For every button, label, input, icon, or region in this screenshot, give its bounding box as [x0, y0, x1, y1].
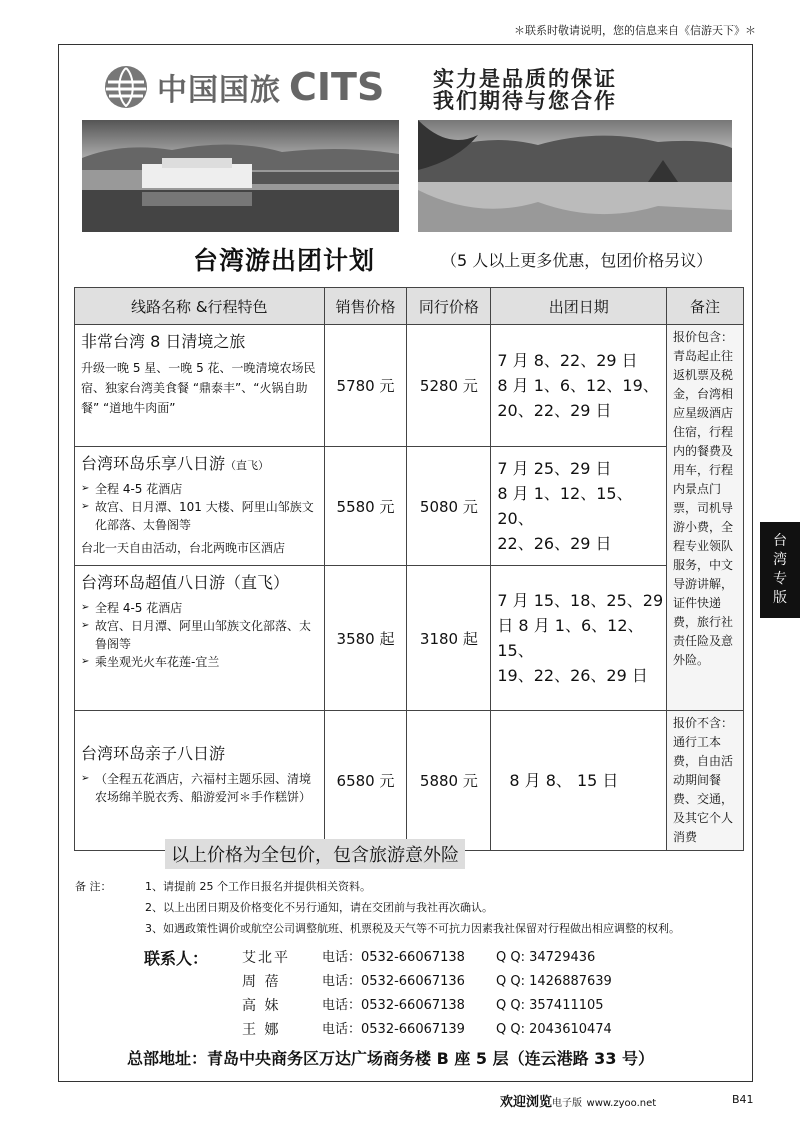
peer-price: 5080 元	[407, 447, 491, 566]
tab-char: 湾	[773, 552, 787, 568]
top-note: ＊联系时敬请说明，您的信息来自《信游天下》＊	[514, 24, 756, 37]
contact-row	[242, 994, 612, 1018]
date-line: 22、26、29 日	[497, 534, 612, 553]
notes-label: 备 注：	[75, 880, 112, 893]
contacts-label: 联系人：	[144, 949, 209, 968]
date-line: 8 月 8、 15 日	[509, 771, 619, 790]
contact-qq: Q Q: 2043610474	[496, 1022, 612, 1037]
route-cell	[75, 711, 325, 851]
route-desc: 升级一晚 5 星、一晚 5 花、一晚清境农场民宿、独家台湾美食餐 “鼎泰丰”、“火锅自助餐” “道地牛肉面”	[81, 361, 316, 415]
logo-english: CITS	[289, 65, 385, 109]
feature-text: （全程五花酒店，六福村主题乐园、清境农场绵羊脱衣秀、船游爱河＊手作糕饼）	[95, 772, 312, 804]
route-name	[81, 451, 318, 474]
lake-photo	[418, 120, 732, 232]
taiwan-special-tab	[760, 522, 800, 618]
note-text: 1、请提前 25 个工作日报名并提供相关资料。	[145, 880, 371, 893]
footer-welcome	[500, 1091, 656, 1110]
contact-name: 周 蓓	[242, 974, 281, 990]
contact-name: 高 妹	[242, 998, 281, 1014]
note-text: 3、如遇政策性调价或航空公司调整航班、机票税及天气等不可抗力因素我社保留对行程做出相应调整的权利。	[145, 922, 680, 935]
date-line: 7 月 8、22、29 日	[497, 351, 638, 370]
contact-name: 艾北平	[242, 950, 290, 966]
table-header-row	[75, 288, 744, 325]
sale-price: 5580 元	[324, 447, 407, 566]
main-title: 台湾游出团计划	[193, 246, 376, 275]
route-cell	[75, 447, 325, 566]
header-sale-price: 销售价格	[324, 288, 407, 325]
route-extra: 台北一天自由活动，台北两晚市区酒店	[81, 541, 286, 555]
price-note: 以上价格为全包价，包含旅游意外险	[165, 839, 465, 869]
departure-dates	[491, 325, 667, 447]
feature-text: 全程 4-5 花酒店	[95, 482, 183, 496]
route-feature	[81, 599, 318, 617]
route-cell	[75, 566, 325, 711]
arrow-icon: ➢	[81, 773, 90, 784]
route-name-text: 台湾环岛乐享八日游	[81, 454, 226, 473]
tab-char: 专	[773, 571, 787, 587]
date-line: 8 月 1、6、12、19、	[497, 376, 659, 395]
globe-icon	[103, 64, 149, 110]
date-line: 日 8 月 1、6、12、15、	[497, 616, 644, 660]
contact-phone: 电话：0532-66067138	[322, 950, 465, 965]
date-line: 19、22、26、29 日	[497, 666, 648, 685]
note-item	[75, 897, 680, 918]
route-name: 台湾环岛超值八日游（直飞）	[81, 573, 290, 592]
feature-text: 乘坐观光火车花莲-宜兰	[95, 655, 220, 669]
route-cell	[75, 325, 325, 447]
contact-phone: 电话：0532-66067136	[322, 974, 465, 989]
contact-row	[242, 1018, 612, 1042]
contact-row	[242, 970, 612, 994]
feature-text: 故宫、日月潭、101 大楼、阿里山邹族文化部落、太鲁阁等	[95, 500, 314, 532]
route-feature	[81, 770, 318, 806]
date-line: 20、22、29 日	[497, 401, 612, 420]
ebook-text: 电子版	[552, 1098, 583, 1109]
note-item	[75, 918, 680, 939]
contacts-list	[242, 946, 612, 1042]
remark-include: 报价包含：青岛起止往返机票及税金，台湾相应星级酒店住宿，行程内的餐费及用车，行程内景点门票，司机导游小费，全程专业领队服务，中文导游讲解，证件快递费，旅行社责任险及意外险。	[667, 325, 744, 711]
note-item	[75, 876, 680, 897]
harbor-photo	[82, 120, 399, 232]
feature-text: 故宫、日月潭、阿里山邹族文化部落、太鲁阁等	[95, 619, 312, 651]
table-row	[75, 447, 744, 566]
arrow-icon: ➢	[81, 501, 90, 512]
site-link[interactable]: www.zyoo.net	[586, 1098, 657, 1109]
header-remark: 备注	[667, 288, 744, 325]
route-name: 非常台湾 8 日清境之旅	[81, 332, 246, 351]
hq-address: 总部地址：青岛中央商务区万达广场商务楼 B 座 5 层（连云港路 33 号）	[127, 1049, 655, 1068]
arrow-icon: ➢	[81, 656, 90, 667]
date-line: 7 月 25、29 日	[497, 459, 612, 478]
header-route: 线路名称 &行程特色	[75, 288, 325, 325]
arrow-icon: ➢	[81, 602, 90, 613]
welcome-text: 欢迎浏览	[500, 1095, 553, 1110]
peer-price: 5880 元	[407, 711, 491, 851]
header-departure-dates: 出团日期	[491, 288, 667, 325]
remark-exclude: 报价不含：通行工本费，自由活动期间餐费、交通，及其它个人消费	[667, 711, 744, 851]
contact-qq: Q Q: 34729436	[496, 950, 596, 965]
route-feature	[81, 653, 318, 671]
departure-dates	[491, 711, 667, 851]
contact-phone: 电话：0532-66067138	[322, 998, 465, 1013]
slogan-line-2: 我们期待与您合作	[433, 88, 617, 113]
departure-dates	[491, 447, 667, 566]
sale-price: 3580 起	[324, 566, 407, 711]
note-text: 2、以上出团日期及价格变化不另行通知，请在交团前与我社再次确认。	[145, 901, 493, 914]
date-line: 8 月 1、12、15、20、	[497, 484, 633, 528]
table-row	[75, 325, 744, 447]
contact-qq: Q Q: 1426887639	[496, 974, 612, 989]
departure-dates	[491, 566, 667, 711]
page-number: B41	[732, 1093, 754, 1106]
date-line: 7 月 15、18、25、29	[497, 591, 664, 610]
tab-char: 台	[773, 533, 787, 549]
route-feature	[81, 617, 318, 653]
contact-phone: 电话：0532-66067139	[322, 1022, 465, 1037]
peer-price: 5280 元	[407, 325, 491, 447]
contact-name: 王 娜	[242, 1022, 281, 1038]
contact-qq: Q Q: 357411105	[496, 998, 604, 1013]
slogan	[433, 68, 617, 112]
logo-chinese: 中国国旅	[157, 73, 281, 108]
route-feature	[81, 480, 318, 498]
arrow-icon: ➢	[81, 483, 90, 494]
peer-price: 3180 起	[407, 566, 491, 711]
table-row	[75, 711, 744, 851]
sale-price: 6580 元	[324, 711, 407, 851]
feature-text: 全程 4-5 花酒店	[95, 601, 183, 615]
table-row	[75, 566, 744, 711]
route-feature	[81, 498, 318, 534]
contact-row	[242, 946, 612, 970]
sale-price: 5780 元	[324, 325, 407, 447]
sub-title: （5 人以上更多优惠，包团价格另议）	[441, 251, 713, 270]
itinerary-table	[74, 287, 744, 851]
notes	[75, 876, 680, 939]
arrow-icon: ➢	[81, 620, 90, 631]
tab-char: 版	[773, 590, 787, 606]
route-name: 台湾环岛亲子八日游	[81, 744, 226, 763]
route-name-suffix: （直飞）	[225, 459, 270, 472]
cits-logo	[103, 64, 384, 110]
header-peer-price: 同行价格	[407, 288, 491, 325]
slogan-line-1: 实力是品质的保证	[433, 66, 617, 91]
